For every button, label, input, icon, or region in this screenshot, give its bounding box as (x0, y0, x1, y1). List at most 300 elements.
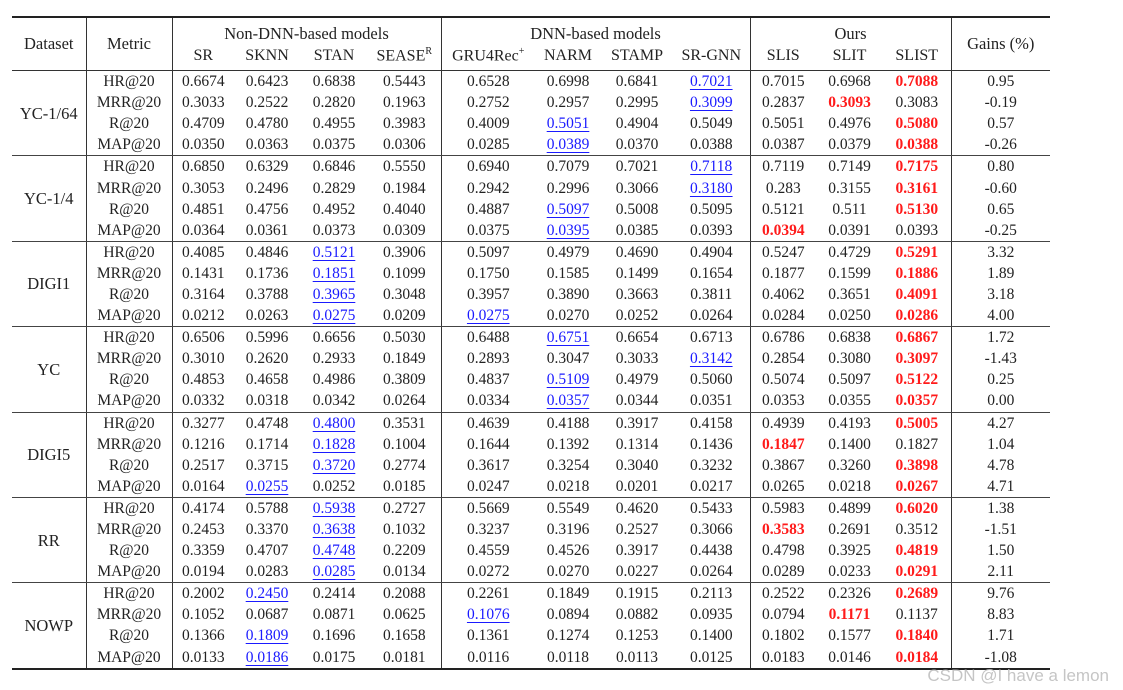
gain-value: 0.00 (951, 390, 1050, 412)
table-cell (673, 134, 750, 156)
table-cell (234, 561, 300, 583)
cell-value: 0.0370 (615, 136, 659, 154)
table-cell (300, 625, 368, 646)
table-cell (883, 134, 951, 156)
gain-value: 1.89 (987, 264, 1015, 282)
table-cell (673, 305, 750, 327)
cell-value-best: 0.1847 (761, 435, 805, 453)
table-cell (601, 604, 673, 625)
cell-value: 0.7079 (546, 158, 590, 176)
table-cell (816, 561, 883, 583)
table-cell (535, 455, 601, 476)
metric-label: R@20 (86, 455, 172, 476)
table-cell (300, 263, 368, 284)
table-cell (441, 561, 535, 583)
cell-value-second-best: 0.7118 (690, 158, 733, 176)
table-cell (172, 220, 234, 242)
table-cell (535, 540, 601, 561)
cell-value-best: 0.0394 (761, 221, 805, 239)
cell-value: 0.0334 (466, 392, 510, 410)
cell-value: 0.4009 (466, 115, 510, 133)
model-name: SEASE (376, 47, 426, 65)
table-row (12, 369, 1050, 390)
header-metric: Metric (86, 17, 172, 71)
table-cell (601, 327, 673, 349)
table-cell (816, 284, 883, 305)
cell-value-best: 0.0357 (895, 392, 939, 410)
dataset-name: YC-1/4 (12, 156, 86, 241)
cell-value: 0.1314 (615, 435, 659, 453)
cell-value: 0.4062 (761, 285, 805, 303)
cell-value: 0.3531 (382, 414, 426, 432)
cell-value: 0.1750 (466, 264, 510, 282)
cell-value: 0.0318 (245, 392, 289, 410)
table-cell (300, 348, 368, 369)
table-cell (172, 604, 234, 625)
gain-value: -0.25 (951, 220, 1050, 242)
table-cell (172, 412, 234, 434)
metric-label: HR@20 (86, 71, 172, 93)
cell-value: 0.0344 (615, 392, 659, 410)
table-cell (883, 455, 951, 476)
table-cell (601, 561, 673, 583)
cell-value: 0.4904 (689, 243, 733, 261)
table-cell (300, 583, 368, 605)
cell-value: 0.4526 (546, 542, 590, 560)
table-cell (750, 92, 816, 113)
cell-value: 0.4851 (181, 200, 225, 218)
cell-value: 0.4085 (181, 243, 225, 261)
table-row (12, 305, 1050, 327)
cell-value: 0.3788 (245, 285, 289, 303)
table-cell (234, 113, 300, 134)
table-cell (535, 284, 601, 305)
cell-value: 0.2522 (245, 94, 289, 112)
table-row (12, 519, 1050, 540)
table-cell (673, 369, 750, 390)
table-cell (368, 497, 441, 519)
cell-value: 0.4904 (615, 115, 659, 133)
table-cell (234, 327, 300, 349)
table-cell (368, 71, 441, 93)
model-name: NARM (543, 47, 592, 64)
cell-value: 0.4658 (245, 371, 289, 389)
cell-value: 0.283 (765, 179, 801, 197)
cell-value: 0.4639 (466, 414, 510, 432)
metric-label: MAP@20 (86, 220, 172, 242)
cell-value: 0.0687 (245, 606, 289, 624)
table-cell (535, 134, 601, 156)
cell-value-second-best: 0.5051 (546, 115, 590, 133)
cell-value: 0.6654 (615, 329, 659, 347)
cell-value: 0.1984 (382, 179, 426, 197)
cell-value: 0.0212 (181, 307, 225, 325)
table-cell (368, 348, 441, 369)
table-cell (234, 199, 300, 220)
table-cell (535, 156, 601, 178)
table-cell (535, 305, 601, 327)
cell-value: 0.5049 (689, 115, 733, 133)
cell-value: 0.4158 (689, 414, 733, 432)
table-cell (172, 71, 234, 93)
table-cell (300, 561, 368, 583)
cell-value: 0.3512 (895, 521, 939, 539)
cell-value: 0.0379 (828, 136, 871, 154)
cell-value-second-best: 0.1828 (312, 435, 356, 453)
metric-label: HR@20 (86, 241, 172, 263)
header-model-slist (883, 44, 951, 71)
table-cell (300, 604, 368, 625)
cell-value: 0.6528 (466, 73, 510, 91)
cell-value-best: 0.2689 (895, 585, 939, 603)
cell-value: 0.2752 (466, 94, 510, 112)
table-cell (816, 263, 883, 284)
table-cell (300, 220, 368, 242)
table-cell (172, 92, 234, 113)
cell-value: 0.0393 (895, 221, 939, 239)
table-cell (172, 177, 234, 198)
table-cell (368, 476, 441, 498)
table-cell (234, 476, 300, 498)
table-cell (750, 561, 816, 583)
table-cell (816, 540, 883, 561)
cell-value: 0.0247 (466, 477, 510, 495)
header-model-sease (368, 44, 441, 71)
table-cell (816, 327, 883, 349)
cell-value-second-best: 0.0285 (312, 563, 356, 581)
cell-value: 0.2209 (382, 542, 426, 560)
cell-value: 0.4729 (828, 243, 871, 261)
table-cell (441, 647, 535, 669)
cell-value: 0.2933 (312, 350, 356, 368)
table-row (12, 390, 1050, 412)
table-cell (535, 177, 601, 198)
cell-value: 0.0209 (382, 307, 426, 325)
table-cell (441, 519, 535, 540)
cell-value-second-best: 0.3099 (689, 94, 733, 112)
cell-value: 0.0175 (312, 648, 356, 666)
cell-value: 0.5549 (546, 499, 590, 517)
table-cell (368, 199, 441, 220)
table-cell (368, 561, 441, 583)
cell-value: 0.0289 (761, 563, 805, 581)
table-cell (750, 220, 816, 242)
table-cell (673, 455, 750, 476)
cell-value: 0.6423 (245, 73, 289, 91)
cell-value: 0.3232 (689, 456, 733, 474)
table-cell (601, 647, 673, 669)
table-cell (535, 625, 601, 646)
cell-value: 0.1827 (895, 435, 939, 453)
table-cell (750, 434, 816, 455)
table-cell (601, 199, 673, 220)
cell-value: 0.4620 (615, 499, 659, 517)
cell-value: 0.0218 (546, 477, 590, 495)
model-name: SLIST (895, 47, 939, 64)
table-cell (368, 390, 441, 412)
cell-value: 0.2527 (615, 521, 659, 539)
table-cell (535, 263, 601, 284)
gain-value: 8.83 (987, 606, 1015, 624)
cell-value-second-best: 0.4748 (312, 542, 356, 560)
cell-value: 0.4174 (181, 499, 225, 517)
cell-value: 0.0375 (312, 136, 356, 154)
table-cell (883, 241, 951, 263)
cell-value: 0.2893 (466, 350, 510, 368)
table-cell (441, 540, 535, 561)
cell-value: 0.6329 (245, 158, 289, 176)
cell-value: 0.6713 (689, 329, 733, 347)
table-cell (816, 434, 883, 455)
cell-value: 0.0252 (312, 477, 356, 495)
gain-value: 4.78 (987, 456, 1015, 474)
header-group-dnn: DNN-based models (441, 17, 750, 44)
table-cell (601, 113, 673, 134)
cell-value: 0.1696 (312, 627, 356, 645)
table-cell (441, 476, 535, 498)
cell-value: 0.4979 (546, 243, 590, 261)
table-cell (368, 434, 441, 455)
cell-value: 0.4748 (245, 414, 289, 432)
cell-value: 0.5788 (245, 499, 289, 517)
metric-label: MAP@20 (86, 561, 172, 583)
cell-value: 0.5074 (761, 371, 805, 389)
cell-value-best: 0.0388 (895, 136, 939, 154)
metric-label: MRR@20 (86, 177, 172, 198)
table-cell (234, 604, 300, 625)
table-cell (234, 263, 300, 284)
cell-value-second-best: 0.7021 (689, 73, 733, 91)
cell-value: 0.3033 (615, 350, 659, 368)
cell-value: 0.2957 (546, 94, 590, 112)
cell-value: 0.4976 (828, 115, 871, 133)
cell-value: 0.5433 (689, 499, 733, 517)
cell-value: 0.1436 (689, 435, 733, 453)
cell-value: 0.3080 (828, 350, 871, 368)
table-row (12, 625, 1050, 646)
table-row (12, 327, 1050, 349)
table-cell (750, 412, 816, 434)
table-cell (300, 113, 368, 134)
table-cell (535, 604, 601, 625)
cell-value: 0.3890 (546, 285, 590, 303)
cell-value: 0.5121 (761, 200, 805, 218)
table-row (12, 583, 1050, 605)
table-cell (816, 241, 883, 263)
table-cell (441, 156, 535, 178)
cell-value: 0.3040 (615, 456, 659, 474)
cell-value: 0.1137 (895, 606, 938, 624)
metric-label: MAP@20 (86, 134, 172, 156)
table-cell (441, 412, 535, 434)
cell-value: 0.0181 (382, 648, 426, 666)
gain-value: 1.71 (987, 627, 1015, 645)
cell-value-second-best: 0.0255 (245, 477, 289, 495)
table-row (12, 434, 1050, 455)
table-cell (234, 284, 300, 305)
cell-value-second-best: 0.3638 (312, 521, 356, 539)
cell-value: 0.4846 (245, 243, 289, 261)
cell-value: 0.0306 (382, 136, 426, 154)
cell-value-best: 0.5291 (895, 243, 939, 261)
cell-value: 0.7015 (761, 73, 805, 91)
table-cell (234, 369, 300, 390)
table-cell (441, 434, 535, 455)
table-cell (750, 199, 816, 220)
table-cell (234, 134, 300, 156)
table-cell (673, 241, 750, 263)
table-cell (673, 348, 750, 369)
cell-value: 0.1366 (181, 627, 225, 645)
cell-value-best: 0.0184 (895, 648, 939, 666)
cell-value: 0.0385 (615, 221, 659, 239)
gain-value: 3.18 (987, 285, 1015, 303)
table-cell (816, 583, 883, 605)
table-cell (750, 497, 816, 519)
cell-value: 0.3617 (466, 456, 510, 474)
cell-value: 0.0185 (382, 477, 426, 495)
table-cell (673, 583, 750, 605)
cell-value: 0.0217 (689, 477, 733, 495)
table-cell (883, 284, 951, 305)
dataset-name: NOWP (12, 583, 86, 669)
cell-value: 0.0233 (828, 563, 871, 581)
table-cell (816, 348, 883, 369)
cell-value: 0.6850 (181, 158, 225, 176)
cell-value: 0.0355 (828, 392, 871, 410)
cell-value: 0.0264 (382, 392, 426, 410)
gain-value: 4.27 (987, 414, 1015, 432)
cell-value: 0.4853 (181, 371, 225, 389)
cell-value: 0.2727 (382, 499, 426, 517)
table-cell (368, 263, 441, 284)
table-cell (234, 71, 300, 93)
cell-value: 0.3811 (690, 285, 733, 303)
cell-value-second-best: 0.0357 (546, 392, 590, 410)
header-dataset: Dataset (12, 17, 86, 71)
table-cell (883, 497, 951, 519)
cell-value: 0.4709 (181, 115, 225, 133)
cell-value: 0.5983 (761, 499, 805, 517)
cell-value-second-best: 0.1851 (312, 264, 356, 282)
table-cell (816, 92, 883, 113)
cell-value: 0.5996 (245, 329, 289, 347)
cell-value: 0.7119 (762, 158, 805, 176)
cell-value-second-best: 0.5097 (546, 200, 590, 218)
table-cell (441, 134, 535, 156)
cell-value: 0.0393 (689, 221, 733, 239)
table-cell (750, 604, 816, 625)
cell-value: 0.1361 (466, 627, 510, 645)
header-model-sknn (234, 44, 300, 71)
cell-value: 0.3254 (546, 456, 590, 474)
cell-value: 0.0133 (181, 648, 225, 666)
cell-value: 0.0894 (546, 606, 590, 624)
cell-value-best: 0.6867 (895, 329, 939, 347)
cell-value-second-best: 0.0275 (466, 307, 510, 325)
cell-value: 0.6838 (828, 329, 871, 347)
table-row (12, 455, 1050, 476)
cell-value: 0.3083 (895, 94, 939, 112)
table-cell (750, 156, 816, 178)
cell-value: 0.1644 (466, 435, 510, 453)
table-cell (816, 519, 883, 540)
cell-value: 0.7149 (828, 158, 871, 176)
table-cell (441, 305, 535, 327)
cell-value: 0.0375 (466, 221, 510, 239)
cell-value: 0.0935 (689, 606, 733, 624)
cell-value: 0.4756 (245, 200, 289, 218)
cell-value: 0.6488 (466, 329, 510, 347)
cell-value: 0.5030 (382, 329, 426, 347)
cell-value: 0.0350 (181, 136, 225, 154)
cell-value: 0.2942 (466, 179, 510, 197)
table-row (12, 561, 1050, 583)
model-name: SKNN (245, 47, 289, 64)
cell-value: 0.2261 (466, 585, 510, 603)
table-cell (535, 220, 601, 242)
cell-value: 0.4952 (312, 200, 356, 218)
table-cell (234, 241, 300, 263)
metric-label: HR@20 (86, 327, 172, 349)
table-cell (883, 625, 951, 646)
cell-value: 0.5669 (466, 499, 510, 517)
table-cell (673, 390, 750, 412)
cell-value-second-best: 0.0275 (312, 307, 356, 325)
table-cell (172, 390, 234, 412)
cell-value-best: 0.3097 (895, 350, 939, 368)
metric-label: HR@20 (86, 156, 172, 178)
table-cell (601, 455, 673, 476)
table-cell (234, 519, 300, 540)
table-cell (673, 647, 750, 669)
results-table (12, 16, 1050, 670)
cell-value: 0.511 (832, 200, 867, 218)
table-cell (172, 519, 234, 540)
table-cell (441, 604, 535, 625)
cell-value: 0.3164 (181, 285, 225, 303)
gain-value: 1.04 (987, 435, 1015, 453)
cell-value: 0.0227 (615, 563, 659, 581)
table-cell (816, 199, 883, 220)
model-superscript: + (518, 46, 525, 58)
cell-value: 0.2820 (312, 94, 356, 112)
cell-value: 0.0113 (615, 648, 659, 666)
table-cell (535, 583, 601, 605)
table-cell (883, 92, 951, 113)
cell-value-second-best: 0.1076 (466, 606, 510, 624)
table-cell (535, 71, 601, 93)
cell-value: 0.0364 (181, 221, 225, 239)
table-row (12, 156, 1050, 178)
table-row (12, 540, 1050, 561)
cell-value: 0.0250 (828, 307, 871, 325)
table-cell (816, 604, 883, 625)
gain-value: -0.60 (984, 179, 1017, 197)
table-cell (535, 519, 601, 540)
table-cell (816, 156, 883, 178)
table-cell (300, 199, 368, 220)
cell-value: 0.3925 (828, 542, 871, 560)
cell-value: 0.1599 (828, 264, 871, 282)
cell-value: 0.4690 (615, 243, 659, 261)
cell-value: 0.3906 (382, 243, 426, 261)
table-cell (883, 583, 951, 605)
table-cell (816, 647, 883, 669)
table-cell (601, 497, 673, 519)
cell-value: 0.2691 (828, 521, 871, 539)
table-cell (535, 92, 601, 113)
